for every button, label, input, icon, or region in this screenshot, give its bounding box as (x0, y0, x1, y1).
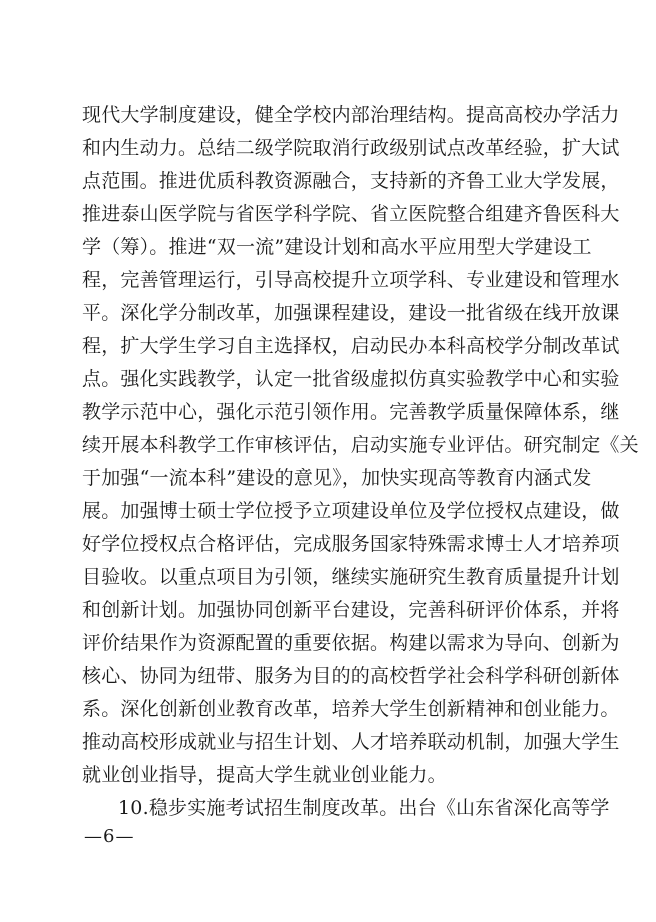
body-text-line-19: 系。深化创新创业教育改革，培养大学生创新精神和创业能力。 (82, 698, 620, 720)
section-10-heading-line: 10.稳步实施考试招生制度改革。出台《山东省深化高等学 (118, 797, 610, 819)
body-text-line-9: 点。强化实践教学，认定一批省级虚拟仿真实验教学中心和实验 (82, 368, 620, 390)
body-text-line-17: 评价结果作为资源配置的重要依据。构建以需求为导向、创新为 (82, 632, 620, 654)
body-text-line-16: 和创新计划。加强协同创新平台建设，完善科研评价体系，并将 (82, 599, 620, 621)
body-text-line-2: 和内生动力。总结二级学院取消行政级别试点改革经验，扩大试 (82, 137, 620, 159)
body-text-line-14: 好学位授权点合格评估，完成服务国家特殊需求博士人才培养项 (82, 533, 620, 555)
body-text-line-21: 就业创业指导，提高大学生就业创业能力。 (82, 764, 447, 786)
body-text-line-7: 平。深化学分制改革，加强课程建设，建设一批省级在线开放课 (82, 302, 620, 324)
body-text-line-12: 于加强“一流本科”建设的意见》，加快实现高等教育内涵式发 (82, 467, 592, 489)
body-text-line-3: 点范围。推进优质科教资源融合，支持新的齐鲁工业大学发展， (82, 170, 620, 192)
page-number: —6— (84, 826, 135, 847)
body-text-line-8: 程，扩大学生学习自主选择权，启动民办本科高校学分制改革试 (82, 335, 620, 357)
body-text-line-10: 教学示范中心，强化示范引领作用。完善教学质量保障体系，继 (82, 401, 620, 423)
body-text-line-15: 目验收。以重点项目为引领，继续实施研究生教育质量提升计划 (82, 566, 620, 588)
body-text-line-13: 展。加强博士硕士学位授予立项建设单位及学位授权点建设，做 (82, 500, 620, 522)
body-text-line-20: 推动高校形成就业与招生计划、人才培养联动机制，加强大学生 (82, 731, 620, 753)
body-text-line-6: 程，完善管理运行，引导高校提升立项学科、专业建设和管理水 (82, 269, 620, 291)
body-text-line-18: 核心、协同为纽带、服务为目的的高校哲学社会科学科研创新体 (82, 665, 620, 687)
body-text-line-5: 学（筹）。推进“双一流”建设计划和高水平应用型大学建设工 (82, 236, 592, 258)
body-text-line-1: 现代大学制度建设，健全学校内部治理结构。提高高校办学活力 (82, 104, 620, 126)
body-text-line-11: 续开展本科教学工作审核评估，启动实施专业评估。研究制定《关 (82, 434, 639, 456)
body-text-line-4: 推进泰山医学院与省医学科学院、省立医院整合组建齐鲁医科大 (82, 203, 620, 225)
